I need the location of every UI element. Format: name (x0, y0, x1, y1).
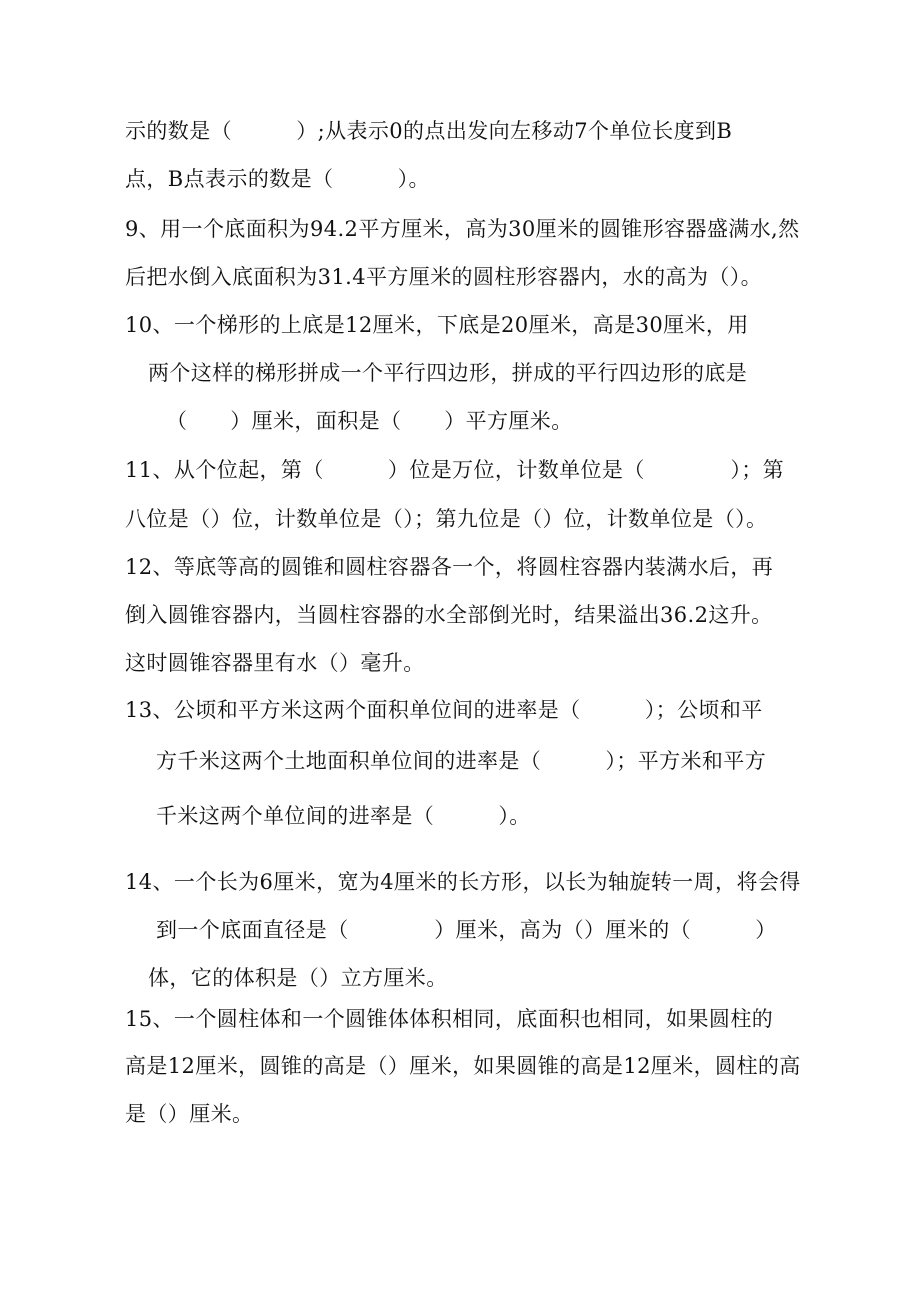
text-line-q10-start: 10、一个梯形的上底是12厘米，下底是20厘米，高是30厘米，用 (125, 313, 749, 337)
text-line-q9-end: 后把水倒入底面积为31.4平方厘米的圆柱形容器内，水的高为（）。 (125, 265, 763, 289)
text-line-q13-end: 千米这两个单位间的进率是（ ）。 (156, 804, 531, 828)
text-line-q11-start: 11、从个位起，第（ ）位是万位，计数单位是（ ）；第 (125, 458, 785, 482)
text-line-q8-end: 点，B点表示的数是（ ）。 (125, 167, 430, 191)
text-line-q15-middle: 高是12厘米，圆锥的高是（）厘米，如果圆锥的高是12厘米，圆柱的高 (125, 1054, 801, 1078)
text-line-q14-start: 14、一个长为6厘米，宽为4厘米的长方形，以长为轴旋转一周，将会得 (125, 870, 801, 894)
text-line-q12-end: 这时圆锥容器里有水（）毫升。 (125, 651, 425, 675)
text-line-q11-end: 八位是（）位，计数单位是（）；第九位是（）位，计数单位是（）。 (125, 507, 768, 531)
text-line-q14-middle: 到一个底面直径是（ ）厘米，高为（）厘米的（ ） (156, 918, 777, 942)
text-line-q10-end: （ ）厘米，面积是（ ）平方厘米。 (166, 409, 573, 433)
text-line-q12-start: 12、等底等高的圆锥和圆柱容器各一个，将圆柱容器内装满水后，再 (125, 555, 774, 579)
text-line-q14-end: 体，它的体积是（）立方厘米。 (148, 966, 448, 990)
text-line-q13-start: 13、公顷和平方米这两个面积单位间的进率是（ ）；公顷和平 (125, 698, 763, 722)
text-line-q8-continued: 示的数是（ ）;从表示0的点出发向左移动7个单位长度到B (125, 119, 733, 143)
text-line-q12-middle: 倒入圆锥容器内，当圆柱容器的水全部倒光时，结果溢出36.2这升。 (125, 603, 773, 627)
text-line-q15-start: 15、一个圆柱体和一个圆锥体体积相同，底面积也相同，如果圆柱的 (125, 1007, 774, 1031)
text-line-q13-middle: 方千米这两个土地面积单位间的进率是（ ）；平方米和平方 (156, 749, 767, 773)
text-line-q10-middle: 两个这样的梯形拼成一个平行四边形，拼成的平行四边形的底是 (148, 361, 748, 385)
text-line-q15-end: 是（）厘米。 (125, 1102, 254, 1126)
text-line-q9-start: 9、用一个底面积为94.2平方厘米，高为30厘米的圆锥形容器盛满水,然 (125, 217, 800, 241)
